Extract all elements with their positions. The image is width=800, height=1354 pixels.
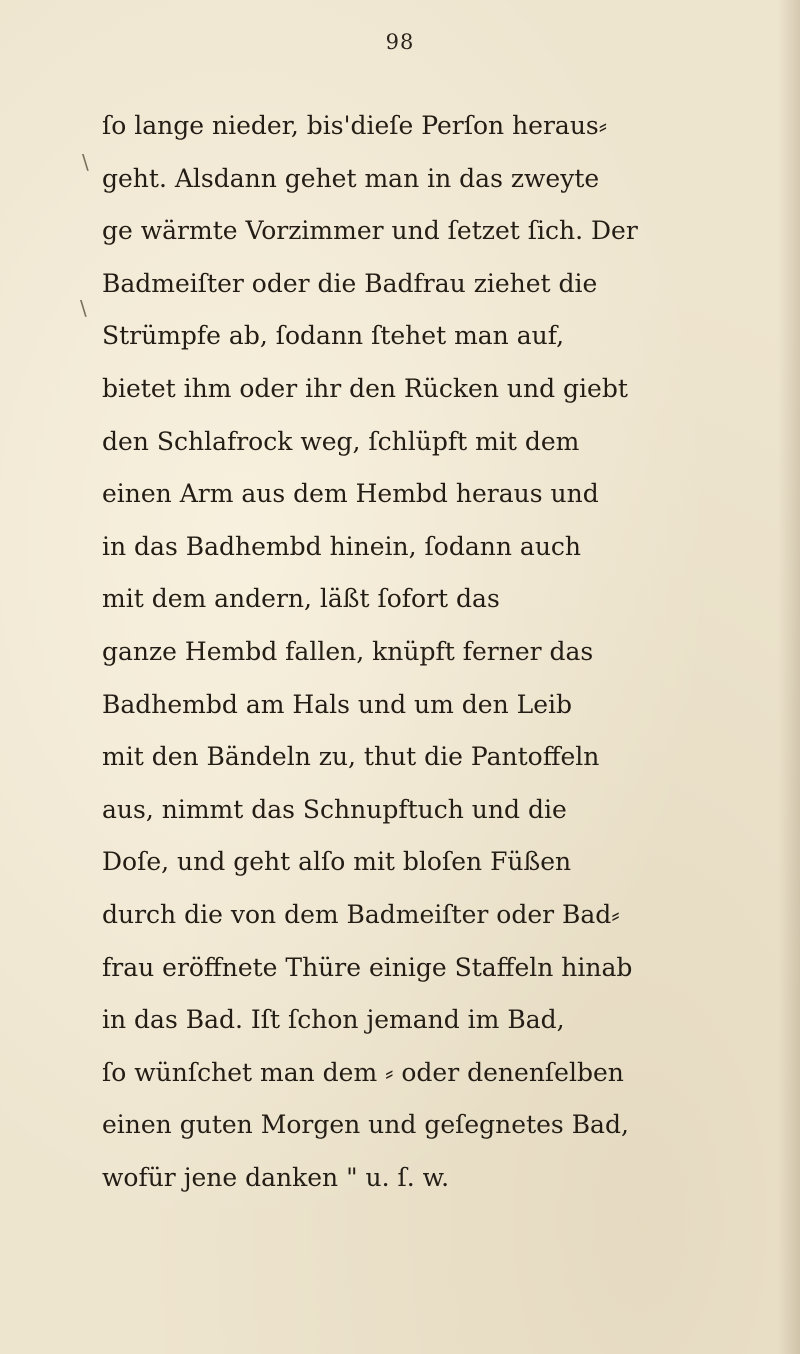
text-line: Doſe, und geht alſo mit bloſen Füßen <box>102 847 572 877</box>
text-line: ſo wünſchet man dem ⸗ oder denenſelben <box>102 1057 624 1087</box>
text-line: den Schlafrock weg, ſchlüpft mit dem <box>102 426 580 456</box>
text-line: frau eröffnete Thüre einige Staffeln hinab <box>102 952 633 982</box>
text-line: mit den Bändeln zu, thut die Pantoffeln <box>102 742 600 772</box>
text-line: einen guten Morgen und geſegnetes Bad, <box>102 1110 629 1140</box>
text-line: Strümpfe ab, ſodann ſtehet man auf, <box>102 321 565 351</box>
text-line: Badhembd am Hals und um den Leib <box>102 689 573 719</box>
text-line: wofür jene danken " u. ſ. w. <box>102 1162 450 1192</box>
text-line: bietet ihm oder ihr den Rücken und giebt <box>102 373 628 403</box>
text-line: in das Bad. Iſt ſchon jemand im Bad, <box>102 1005 565 1035</box>
text-line: einen Arm aus dem Hembd heraus und <box>102 479 599 509</box>
page-number: 98 <box>385 30 415 54</box>
margin-mark-top: \ <box>82 150 89 174</box>
text-line: ganze Hembd fallen, knüpft ferner das <box>102 636 594 666</box>
text-line: ſo lange nieder, bis'dieſe Perſon heraus⸗ <box>102 111 608 140</box>
text-line: in das Badhembd hinein, ſodann auch <box>102 531 582 561</box>
text-line: aus, nimmt das Schnupftuch und die <box>102 794 567 824</box>
text-line: Badmeiſter oder die Badfrau ziehet die <box>102 268 598 298</box>
text-line: ge wärmte Vorzimmer und ſetzet ſich. Der <box>102 216 638 246</box>
text-line: mit dem andern, läßt ſofort das <box>102 584 500 614</box>
body-text <box>102 100 782 1204</box>
margin-mark-middle: \ <box>80 296 87 320</box>
text-line: geht. Alsdann gehet man in das zweyte <box>102 163 600 193</box>
text-line: durch die von dem Badmeiſter oder Bad⸗ <box>102 899 620 929</box>
